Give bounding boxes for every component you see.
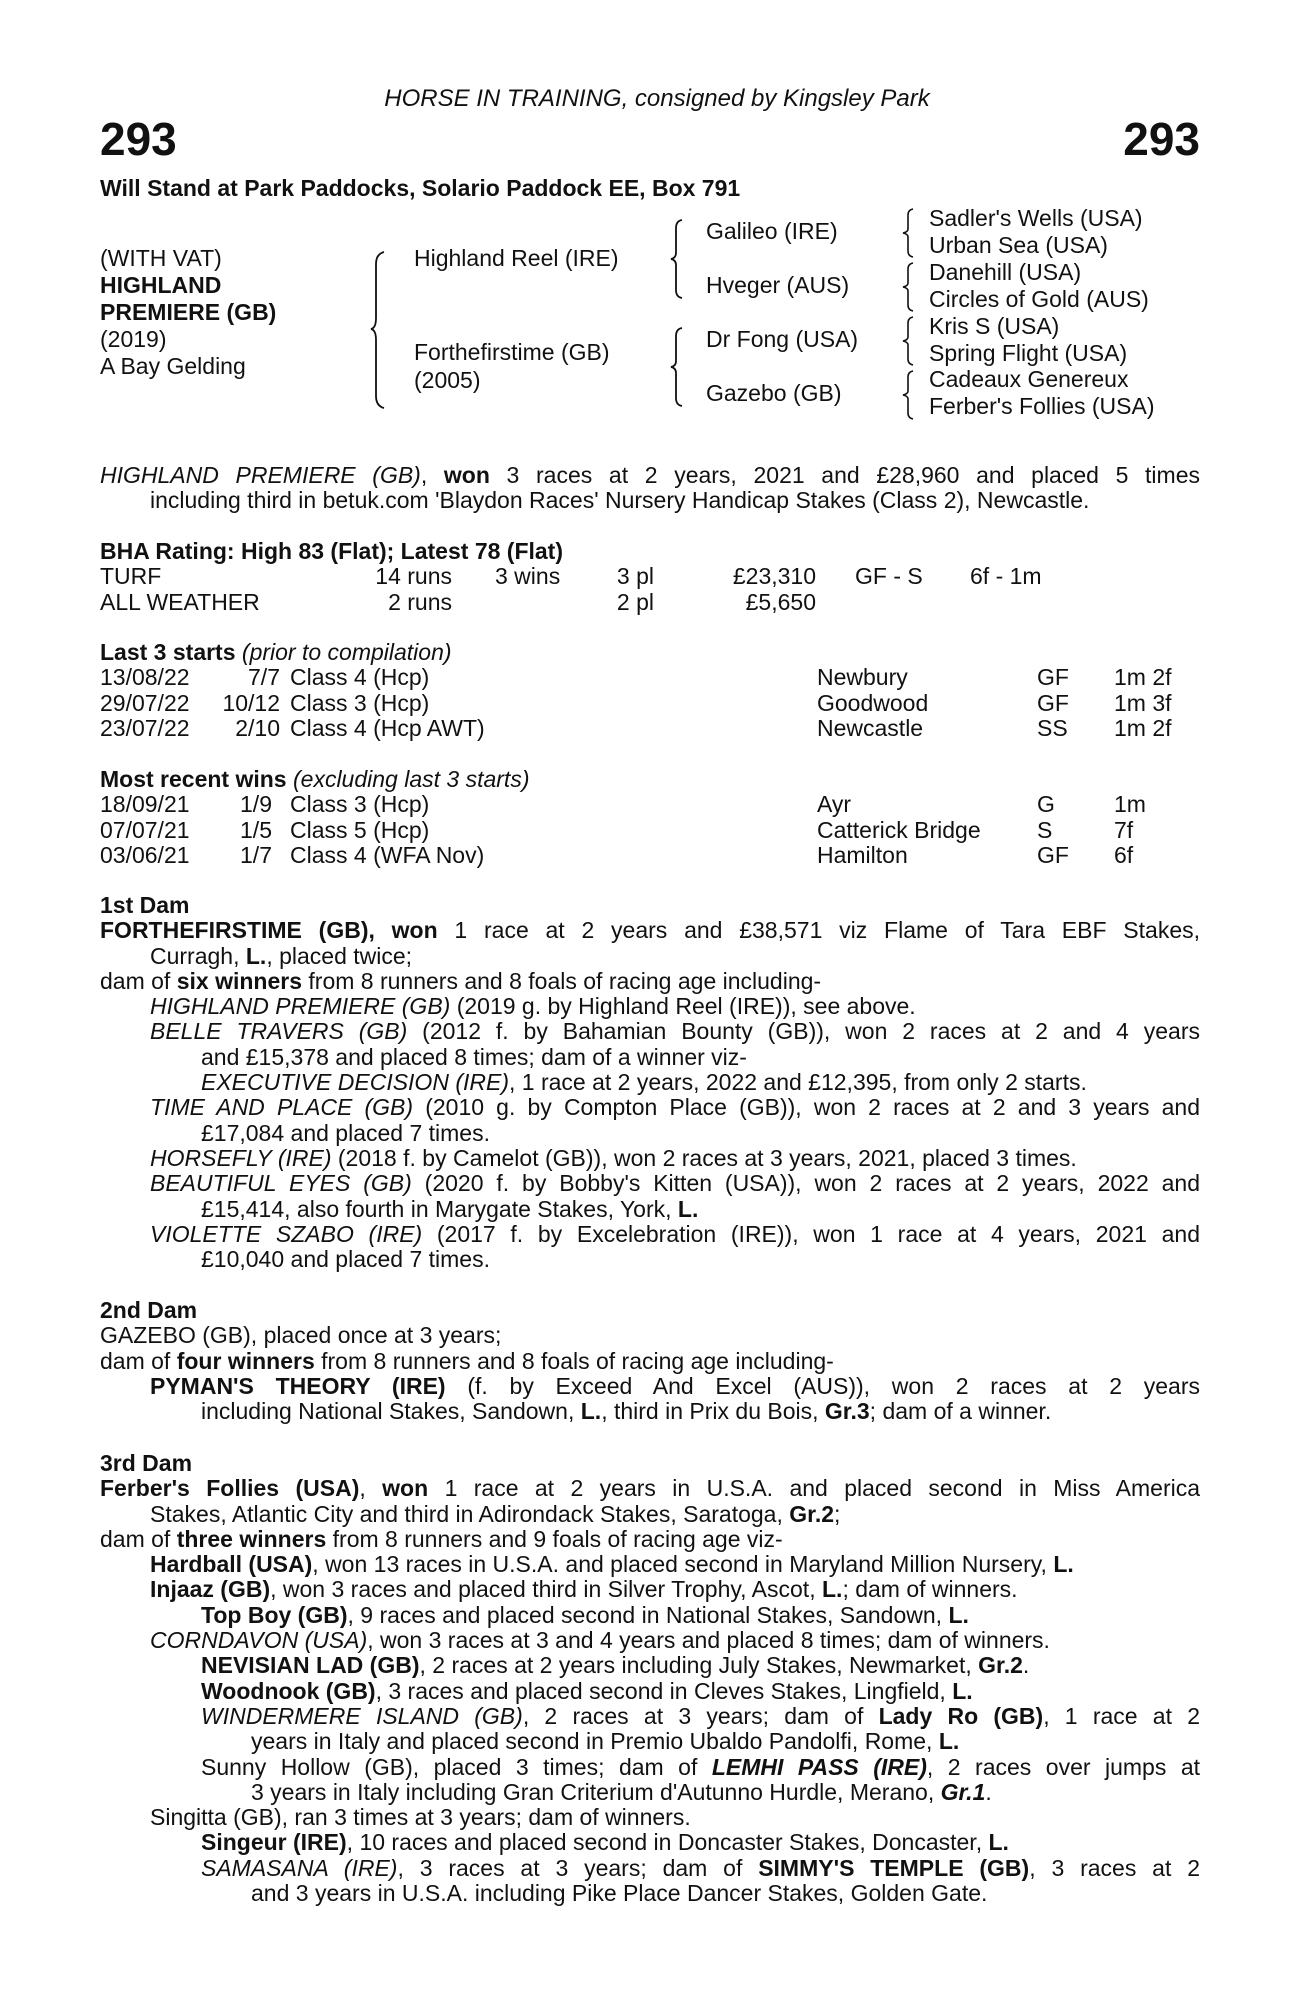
- form-distance: 1m 2f: [1114, 664, 1172, 691]
- second-dam-section: [100, 1298, 1200, 1424]
- great-grandparent: Urban Sea (USA): [929, 232, 1108, 258]
- text-segment: from 8 runners and 9 foals of racing age viz-: [326, 1525, 783, 1552]
- text-segment: Top Boy (GB): [201, 1601, 348, 1628]
- rating-prize: £23,310: [732, 563, 816, 590]
- text-segment: SIMMY'S TEMPLE (GB): [758, 1854, 1030, 1881]
- text-segment: HORSEFLY (IRE): [150, 1144, 332, 1171]
- text-line: [251, 1780, 1200, 1805]
- dam-brace: [670, 326, 686, 408]
- text-line: [100, 463, 1200, 488]
- form-row: [100, 818, 1200, 843]
- text-line: [150, 994, 1200, 1019]
- ancestor-brace: [902, 261, 916, 313]
- last-starts-note: (prior to compilation): [235, 639, 452, 665]
- text-segment: (f. by Exceed And Excel (AUS)), won 2 races at 2 years: [445, 1372, 1200, 1399]
- form-course: Goodwood: [817, 689, 929, 716]
- text-line: [100, 969, 1200, 994]
- bha-rating-section: [100, 539, 1200, 615]
- form-course: Catterick Bridge: [817, 816, 981, 843]
- sire: Highland Reel (IRE): [414, 245, 619, 271]
- text-segment: (2017 f. by Excelebration (IRE)), won 1 race at 4 years, 2021 and: [422, 1220, 1200, 1247]
- grandsire-paternal: Galileo (IRE): [706, 218, 838, 244]
- catalogue-header: HORSE IN TRAINING, consigned by Kingsley Park: [384, 85, 930, 112]
- text-segment: £17,084 and placed 7 times.: [201, 1119, 490, 1146]
- form-date: 29/07/22: [100, 689, 190, 716]
- text-line: [201, 1399, 1200, 1424]
- rating-distance: 6f - 1m: [970, 563, 1042, 590]
- text-segment: won: [443, 462, 490, 488]
- last-starts-title: Last 3 starts: [100, 639, 236, 665]
- great-grandparent: Sadler's Wells (USA): [929, 205, 1143, 231]
- text-line: [201, 1755, 1200, 1780]
- text-segment: , 9 races and placed second in National Stakes, Sandown,: [347, 1601, 949, 1628]
- text-segment: Gr.3: [824, 1398, 870, 1425]
- rating-placed: 2 pl: [616, 588, 654, 615]
- text-segment: L.: [245, 942, 267, 969]
- lot-number-left: 293: [100, 113, 177, 165]
- text-segment: L.: [580, 1398, 602, 1425]
- form-going: SS: [1037, 714, 1068, 741]
- form-row: [100, 665, 1200, 690]
- form-pos: 1/9: [240, 791, 272, 818]
- text-segment: L.: [677, 1195, 699, 1222]
- form-going: GF: [1037, 664, 1069, 691]
- text-segment: ; dam of winners.: [842, 1576, 1018, 1603]
- text-segment: (2012 f. by Bahamian Bounty (GB)), won 2 races at 2 and 4 years: [407, 1018, 1200, 1045]
- first-dam-section: [100, 893, 1200, 1272]
- text-line: [100, 893, 1200, 918]
- foaling-year: (2019): [100, 326, 167, 352]
- text-segment: ; dam of a winner.: [869, 1398, 1052, 1425]
- lot-number-right: 293: [1123, 113, 1200, 165]
- text-segment: , 2 races over jumps at: [926, 1753, 1200, 1780]
- text-segment: 3 races at 2 years, 2021 and £28,960 and placed 5 times: [489, 462, 1200, 488]
- recent-wins-title: Most recent wins: [100, 766, 287, 792]
- text-segment: Curragh,: [150, 942, 246, 969]
- form-class: Class 3 (Hcp): [290, 689, 430, 716]
- text-segment: (2018 f. by Camelot (GB)), won 2 races at 3 years, 2021, placed 3 times.: [331, 1144, 1077, 1171]
- dam: Forthefirstime (GB): [414, 339, 610, 365]
- text-line: [201, 1653, 1200, 1678]
- horse-description: A Bay Gelding: [100, 353, 246, 379]
- text-segment: including third in betuk.com 'Blaydon Races' Nursery Handicap Stakes (Class 2), Newcastle.: [150, 487, 1090, 514]
- text-segment: dam of: [100, 1347, 177, 1374]
- text-segment: SAMASANA (IRE): [201, 1854, 398, 1881]
- text-segment: , 2 races at 3 years; dam of: [522, 1702, 879, 1729]
- form-class: Class 4 (Hcp): [290, 664, 430, 691]
- great-grandparent: Cadeaux Genereux: [929, 366, 1129, 392]
- form-pos: 2/10: [235, 714, 280, 741]
- text-segment: Singitta (GB), ran 3 times at 3 years; dam of winners.: [150, 1804, 691, 1831]
- text-segment: , 3 races at 3 years; dam of: [397, 1854, 759, 1881]
- form-class: Class 4 (WFA Nov): [290, 841, 485, 868]
- text-segment: (2019 g. by Highland Reel (IRE)), see above.: [450, 993, 916, 1020]
- great-grandparent: Kris S (USA): [929, 313, 1060, 339]
- form-course: Hamilton: [817, 841, 908, 868]
- form-distance: 1m: [1114, 791, 1146, 818]
- form-going: S: [1037, 816, 1053, 843]
- form-distance: 1m 3f: [1114, 689, 1172, 716]
- text-segment: , third in Prix du Bois,: [601, 1398, 825, 1425]
- text-segment: L.: [1053, 1551, 1074, 1578]
- text-segment: Ferber's Follies (USA): [100, 1475, 360, 1502]
- form-date: 07/07/21: [100, 816, 190, 843]
- great-grandparent: Circles of Gold (AUS): [929, 286, 1149, 312]
- text-segment: TIME AND PLACE (GB): [150, 1094, 414, 1121]
- text-segment: ;: [834, 1500, 841, 1527]
- dam-year: (2005): [414, 367, 481, 393]
- text-segment: Gr.2: [978, 1652, 1023, 1679]
- text-segment: L.: [988, 1829, 1009, 1856]
- form-pos: 10/12: [222, 689, 280, 716]
- text-segment: (2020 f. by Bobby's Kitten (USA)), won 2 races at 2 years, 2022 and: [411, 1170, 1200, 1197]
- form-row: [100, 843, 1200, 868]
- form-going: GF: [1037, 841, 1069, 868]
- great-grandparent: Danehill (USA): [929, 259, 1082, 285]
- form-going: G: [1037, 791, 1055, 818]
- form-distance: 7f: [1114, 816, 1134, 843]
- text-line: [251, 1729, 1200, 1754]
- text-segment: 1 race at 2 years and £38,571 viz Flame of Tara EBF Stakes,: [437, 917, 1200, 944]
- text-line: [150, 1222, 1200, 1247]
- text-segment: 1 race at 2 years in U.S.A. and placed second in Miss America: [428, 1475, 1201, 1502]
- recent-wins-section: [100, 767, 1200, 868]
- text-segment: 1st Dam: [100, 892, 190, 918]
- text-segment: CORNDAVON (USA): [150, 1627, 368, 1654]
- text-segment: (2010 g. by Compton Place (GB)), won 2 races at 2 and 3 years and: [413, 1094, 1200, 1121]
- rating-placed: 3 pl: [616, 563, 654, 590]
- text-segment: , 3 races at 2: [1029, 1854, 1200, 1881]
- text-segment: Woodnook (GB): [201, 1677, 376, 1704]
- text-segment: £10,040 and placed 7 times.: [201, 1246, 490, 1273]
- text-segment: NEVISIAN LAD (GB): [201, 1652, 420, 1679]
- form-pos: 1/5: [240, 816, 272, 843]
- text-line: [100, 1476, 1200, 1501]
- bha-rating-title: BHA Rating: High 83 (Flat); Latest 78 (Flat): [100, 538, 563, 564]
- text-segment: Hardball (USA): [150, 1551, 313, 1578]
- stabling-location: Will Stand at Park Paddocks, Solario Paddock EE, Box 791: [100, 175, 741, 201]
- text-line: [100, 1451, 1200, 1476]
- text-line: [150, 1502, 1200, 1527]
- text-line: [201, 1856, 1200, 1881]
- grandsire-maternal: Dr Fong (USA): [706, 326, 859, 352]
- text-segment: Gr.2: [789, 1500, 835, 1527]
- text-segment: BEAUTIFUL EYES (GB): [150, 1170, 412, 1197]
- text-line: [150, 944, 1200, 969]
- vat-note: (WITH VAT): [100, 245, 222, 271]
- text-line: [150, 488, 1200, 513]
- text-segment: .: [1022, 1652, 1030, 1679]
- form-course: Newbury: [817, 664, 908, 691]
- text-segment: 3rd Dam: [100, 1450, 193, 1476]
- text-segment: Sunny Hollow (GB), placed 3 times; dam of: [201, 1753, 712, 1780]
- text-segment: six winners: [176, 967, 302, 994]
- text-line: [201, 1679, 1200, 1704]
- great-grandparent: Ferber's Follies (USA): [929, 393, 1155, 419]
- pedigree-brace: [370, 250, 390, 410]
- rating-wins: 3 wins: [495, 563, 561, 590]
- form-course: Ayr: [817, 791, 852, 818]
- text-segment: HIGHLAND PREMIERE (GB): [100, 462, 421, 488]
- ancestor-brace: [902, 369, 916, 421]
- horse-name-line2: PREMIERE (GB): [100, 299, 277, 325]
- rating-prize: £5,650: [745, 588, 816, 615]
- last-starts-section: [100, 640, 1200, 741]
- text-segment: ,: [420, 462, 444, 488]
- form-row: [100, 716, 1200, 741]
- text-segment: including National Stakes, Sandown,: [201, 1398, 581, 1425]
- text-line: [100, 1298, 1200, 1323]
- text-segment: , won 13 races in U.S.A. and placed second in Maryland Million Nursery,: [312, 1551, 1054, 1578]
- text-line: [201, 1045, 1200, 1070]
- text-segment: £15,414, also fourth in Marygate Stakes, York,: [201, 1195, 678, 1222]
- text-segment: dam of: [100, 967, 177, 994]
- text-line: [201, 1247, 1200, 1272]
- text-line: [100, 1323, 1200, 1348]
- text-segment: ,: [359, 1475, 383, 1502]
- text-segment: four winners: [176, 1347, 315, 1374]
- text-line: [201, 1603, 1200, 1628]
- rating-going: GF - S: [855, 563, 923, 590]
- text-segment: Singeur (IRE): [201, 1829, 347, 1856]
- form-going: GF: [1037, 689, 1069, 716]
- rating-surface: TURF: [100, 563, 162, 590]
- text-segment: GAZEBO (GB), placed once at 3 years;: [100, 1322, 502, 1349]
- text-segment: from 8 runners and 8 foals of racing age including-: [302, 967, 822, 994]
- form-date: 23/07/22: [100, 714, 190, 741]
- text-segment: , 3 races and placed second in Cleves Stakes, Lingfield,: [375, 1677, 953, 1704]
- rating-row: [100, 564, 1200, 589]
- rating-surface: ALL WEATHER: [100, 588, 260, 615]
- granddam-paternal: Hveger (AUS): [706, 272, 850, 298]
- form-pos: 7/7: [248, 664, 280, 691]
- text-segment: Stakes, Atlantic City and third in Adirondack Stakes, Saratoga,: [150, 1500, 790, 1527]
- form-distance: 1m 2f: [1114, 714, 1172, 741]
- great-grandparent: Spring Flight (USA): [929, 340, 1128, 366]
- text-line: [251, 1881, 1200, 1906]
- text-line: [100, 918, 1200, 943]
- text-line: [100, 1527, 1200, 1552]
- rating-row: [100, 590, 1200, 615]
- form-class: Class 4 (Hcp AWT): [290, 714, 485, 741]
- granddam-maternal: Gazebo (GB): [706, 380, 842, 406]
- text-segment: L.: [952, 1677, 973, 1704]
- text-segment: HIGHLAND PREMIERE (GB): [150, 993, 451, 1020]
- rating-runs: 2 runs: [388, 588, 452, 615]
- ancestor-brace: [902, 207, 916, 259]
- text-segment: BELLE TRAVERS (GB): [150, 1018, 408, 1045]
- sire-brace: [670, 218, 686, 300]
- text-segment: , placed twice;: [266, 942, 413, 969]
- text-segment: won: [382, 1475, 429, 1502]
- text-line: [150, 1095, 1200, 1120]
- form-date: 18/09/21: [100, 791, 190, 818]
- text-segment: , 2 races at 2 years including July Stakes, Newmarket,: [419, 1652, 979, 1679]
- text-segment: EXECUTIVE DECISION (IRE): [201, 1069, 509, 1096]
- text-line: [201, 1830, 1200, 1855]
- text-segment: three winners: [176, 1525, 327, 1552]
- form-pos: 1/7: [240, 841, 272, 868]
- text-line: [150, 1374, 1200, 1399]
- text-segment: 2nd Dam: [100, 1297, 198, 1323]
- text-segment: .: [985, 1778, 992, 1805]
- third-dam-section: [100, 1451, 1200, 1906]
- recent-wins-note: (excluding last 3 starts): [286, 766, 530, 792]
- form-date: 13/08/22: [100, 664, 190, 691]
- text-segment: L.: [938, 1728, 960, 1755]
- text-segment: LEMHI PASS (IRE): [711, 1753, 927, 1780]
- text-line: [201, 1197, 1200, 1222]
- text-segment: and 3 years in U.S.A. including Pike Place Dancer Stakes, Golden Gate.: [251, 1880, 988, 1907]
- text-segment: L.: [948, 1601, 969, 1628]
- form-class: Class 5 (Hcp): [290, 816, 430, 843]
- text-segment: , won 3 races and placed third in Silver Trophy, Ascot,: [270, 1576, 822, 1603]
- text-segment: , 1 race at 2 years, 2022 and £12,395, from only 2 starts.: [508, 1069, 1087, 1096]
- text-segment: from 8 runners and 8 foals of racing age including-: [314, 1347, 834, 1374]
- text-line: [100, 1349, 1200, 1374]
- text-segment: Lady Ro (GB): [878, 1702, 1044, 1729]
- text-line: [201, 1704, 1200, 1729]
- text-segment: VIOLETTE SZABO (IRE): [150, 1220, 423, 1247]
- text-segment: and £15,378 and placed 8 times; dam of a winner viz-: [201, 1043, 747, 1070]
- text-segment: L.: [821, 1576, 843, 1603]
- rating-runs: 14 runs: [375, 563, 452, 590]
- text-segment: , won 3 races at 3 and 4 years and placed 8 times; dam of winners.: [367, 1627, 1050, 1654]
- form-distance: 6f: [1114, 841, 1134, 868]
- text-line: [150, 1171, 1200, 1196]
- text-line: [201, 1070, 1200, 1095]
- text-line: [150, 1628, 1200, 1653]
- race-record-summary: [100, 463, 1200, 514]
- text-line: [150, 1019, 1200, 1044]
- form-row: [100, 792, 1200, 817]
- text-line: [150, 1577, 1200, 1602]
- text-line: [150, 1146, 1200, 1171]
- text-line: [150, 1552, 1200, 1577]
- text-segment: PYMAN'S THEORY (IRE): [150, 1372, 446, 1399]
- form-date: 03/06/21: [100, 841, 190, 868]
- text-segment: 3 years in Italy including Gran Criterium d'Autunno Hurdle, Merano,: [251, 1778, 941, 1805]
- ancestor-brace: [902, 315, 916, 367]
- text-segment: WINDERMERE ISLAND (GB): [201, 1702, 523, 1729]
- text-segment: years in Italy and placed second in Premio Ubaldo Pandolfi, Rome,: [251, 1728, 939, 1755]
- text-segment: Injaaz (GB): [150, 1576, 271, 1603]
- text-segment: , 10 races and placed second in Doncaster Stakes, Doncaster,: [346, 1829, 989, 1856]
- text-segment: , 1 race at 2: [1043, 1702, 1200, 1729]
- text-segment: Gr.1: [940, 1778, 986, 1805]
- text-line: [201, 1121, 1200, 1146]
- text-segment: dam of: [100, 1525, 177, 1552]
- text-line: [150, 1805, 1200, 1830]
- horse-name-line1: HIGHLAND: [100, 272, 222, 298]
- form-row: [100, 691, 1200, 716]
- form-class: Class 3 (Hcp): [290, 791, 430, 818]
- form-course: Newcastle: [817, 714, 924, 741]
- text-segment: FORTHEFIRSTIME (GB), won: [100, 917, 438, 944]
